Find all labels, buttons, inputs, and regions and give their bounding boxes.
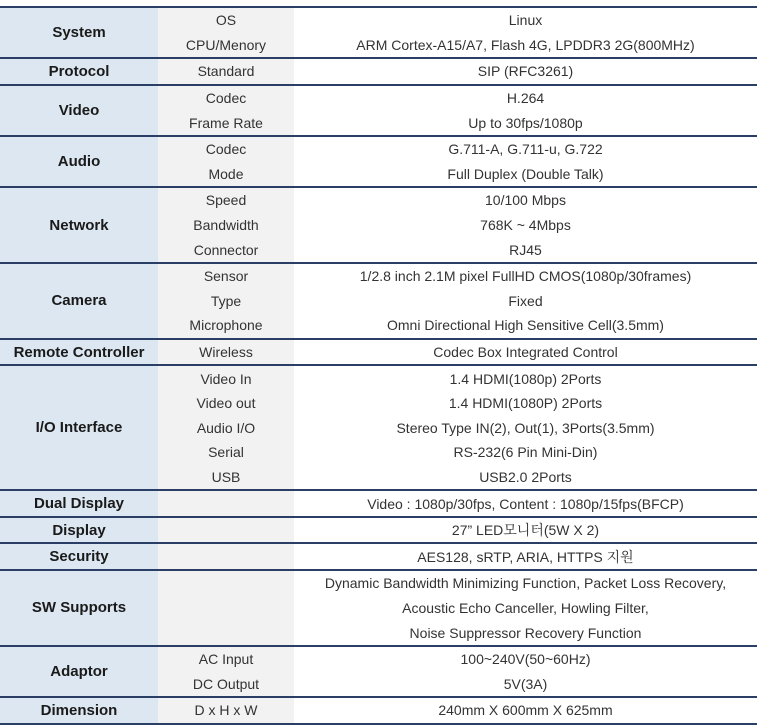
category-label: Protocol	[0, 58, 158, 85]
spec-value: 768K ~ 4Mbps	[294, 213, 757, 238]
spec-value: Noise Suppressor Recovery Function	[294, 620, 757, 646]
item-label: Codec	[158, 85, 294, 111]
spec-value: 1.4 HDMI(1080p) 2Ports	[294, 365, 757, 391]
item-label: Type	[158, 289, 294, 314]
spec-value: Codec Box Integrated Control	[294, 339, 757, 366]
spec-value: SIP (RFC3261)	[294, 58, 757, 85]
spec-row	[0, 365, 757, 391]
item-label: OS	[158, 7, 294, 33]
category-label: Remote Controller	[0, 339, 158, 366]
spec-row	[0, 339, 757, 366]
item-label: Video In	[158, 365, 294, 391]
spec-row	[0, 7, 757, 33]
item-label: Video out	[158, 391, 294, 416]
category-label: Camera	[0, 263, 158, 339]
item-label	[158, 517, 294, 544]
item-label: Mode	[158, 162, 294, 188]
spec-value: ARM Cortex-A15/A7, Flash 4G, LPDDR3 2G(800MHz)	[294, 33, 757, 59]
spec-value: H.264	[294, 85, 757, 111]
item-label: Microphone	[158, 313, 294, 339]
spec-row	[0, 263, 757, 289]
spec-value: AES128, sRTP, ARIA, HTTPS 지원	[294, 543, 757, 570]
item-label: AC Input	[158, 646, 294, 672]
item-label: Serial	[158, 440, 294, 465]
category-label: System	[0, 7, 158, 58]
item-label	[158, 490, 294, 517]
spec-row	[0, 58, 757, 85]
item-label: DC Output	[158, 671, 294, 697]
spec-value: Acoustic Echo Canceller, Howling Filter,	[294, 596, 757, 621]
category-label: Dimension	[0, 697, 158, 724]
spec-row	[0, 136, 757, 162]
spec-row	[0, 543, 757, 570]
spec-row	[0, 187, 757, 213]
spec-value: 240mm X 600mm X 625mm	[294, 697, 757, 724]
spec-value: 1/2.8 inch 2.1M pixel FullHD CMOS(1080p/30frames)	[294, 263, 757, 289]
spec-value: 5V(3A)	[294, 671, 757, 697]
spec-value: Stereo Type IN(2), Out(1), 3Ports(3.5mm)	[294, 416, 757, 441]
spec-value: RJ45	[294, 237, 757, 263]
spec-value: 27” LED모니터(5W X 2)	[294, 517, 757, 544]
spec-value: 10/100 Mbps	[294, 187, 757, 213]
spec-value: Fixed	[294, 289, 757, 314]
category-label: Audio	[0, 136, 158, 187]
spec-row	[0, 517, 757, 544]
spec-value: 1.4 HDMI(1080P) 2Ports	[294, 391, 757, 416]
spec-value: Video : 1080p/30fps, Content : 1080p/15fps(BFCP)	[294, 490, 757, 517]
spec-value: G.711-A, G.711-u, G.722	[294, 136, 757, 162]
spec-value: RS-232(6 Pin Mini-Din)	[294, 440, 757, 465]
item-label: Bandwidth	[158, 213, 294, 238]
spec-table-body	[0, 7, 757, 724]
spec-value: Linux	[294, 7, 757, 33]
item-label: Wireless	[158, 339, 294, 366]
category-label: Security	[0, 543, 158, 570]
item-label: Sensor	[158, 263, 294, 289]
item-label: D x H x W	[158, 697, 294, 724]
spec-row	[0, 490, 757, 517]
item-label	[158, 570, 294, 596]
category-label: Network	[0, 187, 158, 263]
item-label	[158, 620, 294, 646]
item-label	[158, 543, 294, 570]
item-label: Standard	[158, 58, 294, 85]
spec-value: Full Duplex (Double Talk)	[294, 162, 757, 188]
spec-value: USB2.0 2Ports	[294, 465, 757, 491]
item-label: Speed	[158, 187, 294, 213]
item-label	[158, 596, 294, 621]
spec-value: Omni Directional High Sensitive Cell(3.5mm)	[294, 313, 757, 339]
category-label: Adaptor	[0, 646, 158, 697]
category-label: I/O Interface	[0, 365, 158, 490]
spec-row	[0, 646, 757, 672]
item-label: Frame Rate	[158, 110, 294, 136]
spec-row	[0, 570, 757, 596]
item-label: Audio I/O	[158, 416, 294, 441]
spec-table	[0, 6, 757, 725]
item-label: CPU/Menory	[158, 33, 294, 59]
category-label: SW Supports	[0, 570, 158, 646]
item-label: USB	[158, 465, 294, 491]
category-label: Dual Display	[0, 490, 158, 517]
item-label: Connector	[158, 237, 294, 263]
item-label: Codec	[158, 136, 294, 162]
category-label: Display	[0, 517, 158, 544]
spec-value: 100~240V(50~60Hz)	[294, 646, 757, 672]
spec-value: Dynamic Bandwidth Minimizing Function, Packet Loss Recovery,	[294, 570, 757, 596]
spec-row	[0, 697, 757, 724]
category-label: Video	[0, 85, 158, 136]
spec-row	[0, 85, 757, 111]
spec-value: Up to 30fps/1080p	[294, 110, 757, 136]
